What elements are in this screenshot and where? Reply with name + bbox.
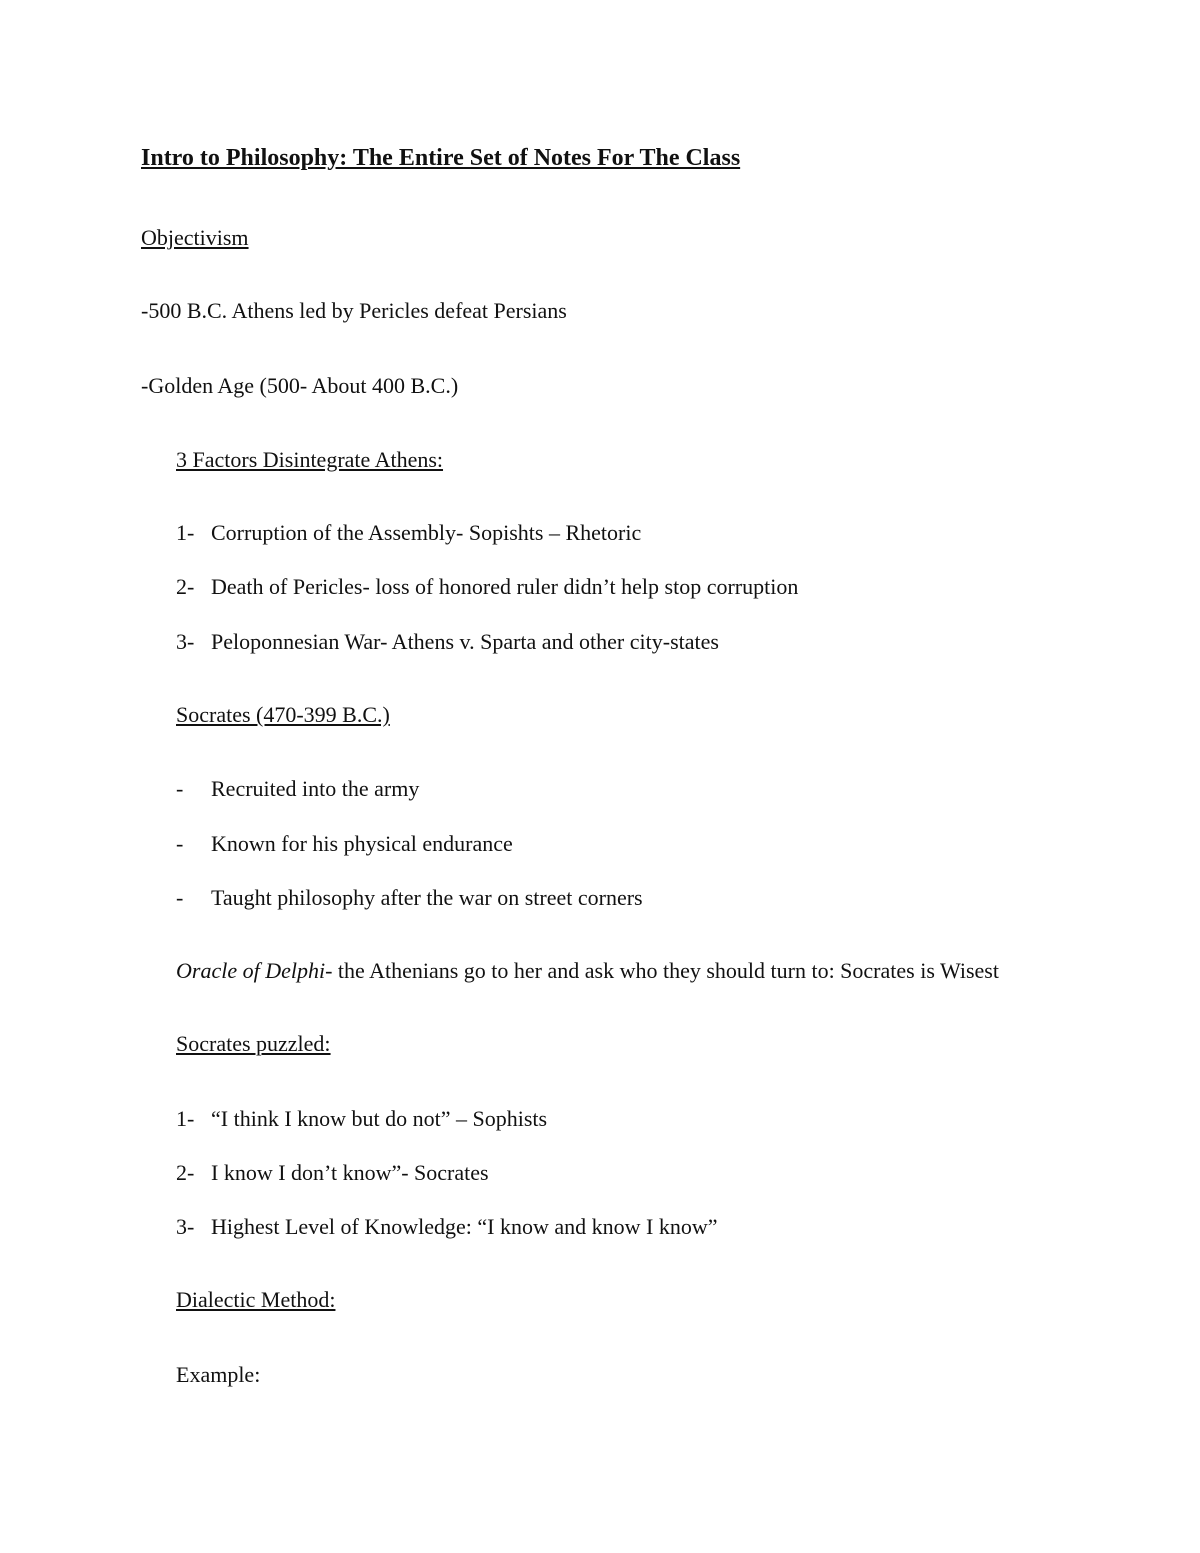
puzzled-point	[176, 1106, 547, 1132]
socrates-point-text: Taught philosophy after the war on street corners	[211, 885, 643, 910]
puzzled-heading: Socrates puzzled:	[176, 1031, 331, 1056]
puzzled-point	[176, 1214, 717, 1240]
socrates-heading: Socrates (470-399 B.C.)	[176, 702, 390, 727]
puzzled-point-text: I know I don’t know”- Socrates	[211, 1160, 489, 1185]
list-marker: 3-	[176, 629, 195, 654]
document-title: Intro to Philosophy: The Entire Set of Notes For The Class	[141, 145, 741, 171]
factors-heading: 3 Factors Disintegrate Athens:	[176, 447, 444, 472]
list-marker: -	[176, 776, 184, 801]
oracle-text: - the Athenians go to her and ask who they should turn to: Socrates is Wisest	[325, 958, 999, 983]
list-marker: 2-	[176, 1160, 195, 1185]
puzzled-point-text: “I think I know but do not” – Sophists	[211, 1106, 548, 1131]
oracle-term: Oracle of Delphi	[176, 958, 326, 983]
factor-item	[176, 574, 798, 600]
list-marker: 1-	[176, 1106, 195, 1131]
oracle-line	[176, 958, 999, 984]
factor-text: Corruption of the Assembly- Sopishts – Rhetoric	[211, 520, 642, 545]
socrates-point	[176, 831, 513, 857]
factor-text: Peloponnesian War- Athens v. Sparta and other city-states	[211, 629, 719, 654]
factor-item	[176, 629, 719, 655]
section-heading-objectivism: Objectivism	[141, 225, 249, 250]
puzzled-point	[176, 1160, 489, 1186]
socrates-point-text: Recruited into the army	[211, 776, 420, 801]
factor-item	[176, 520, 641, 546]
list-marker: -	[176, 831, 184, 856]
list-marker: 1-	[176, 520, 195, 545]
list-marker: 2-	[176, 574, 195, 599]
list-marker: 3-	[176, 1214, 195, 1239]
socrates-point	[176, 885, 643, 911]
note-line-golden-age: -Golden Age (500- About 400 B.C.)	[141, 373, 459, 398]
dialectic-heading: Dialectic Method:	[176, 1287, 336, 1312]
factor-text: Death of Pericles- loss of honored ruler didn’t help stop corruption	[211, 574, 799, 599]
socrates-point	[176, 776, 419, 802]
socrates-point-text: Known for his physical endurance	[211, 831, 513, 856]
example-label: Example:	[176, 1362, 261, 1387]
puzzled-point-text: Highest Level of Knowledge: “I know and know I know”	[211, 1214, 718, 1239]
note-line-500bc: -500 B.C. Athens led by Pericles defeat Persians	[141, 298, 567, 323]
list-marker: -	[176, 885, 184, 910]
